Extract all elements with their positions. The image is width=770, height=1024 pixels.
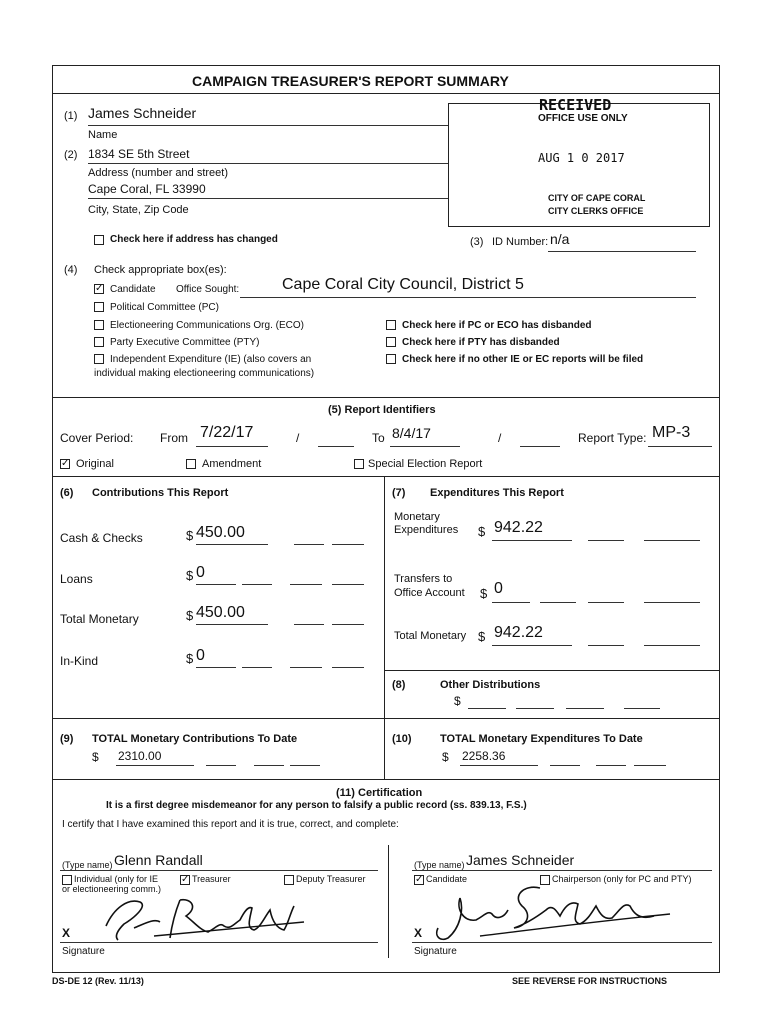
street-value: 1834 SE 5th Street	[88, 147, 190, 161]
special-election-checkbox[interactable]	[354, 459, 364, 469]
from-underline	[196, 446, 268, 447]
pc-checkbox[interactable]	[94, 302, 104, 312]
disbanded-pc-label: Check here if PC or ECO has disbanded	[402, 320, 592, 331]
transfers-underline-4	[644, 602, 700, 603]
signature-divider	[388, 845, 389, 958]
check-boxes-label: Check appropriate box(es):	[94, 264, 227, 276]
transfers-underline-1	[492, 602, 530, 603]
name-label: Name	[88, 129, 118, 141]
te-underline-4	[634, 765, 666, 766]
right-x-mark: X	[414, 926, 423, 940]
office-use-label: OFFICE USE ONLY	[538, 113, 628, 124]
cash-checks-dollar: $	[186, 528, 194, 543]
city-stamp-line2: CITY CLERKS OFFICE	[548, 206, 644, 216]
section6-num: (6)	[60, 487, 74, 499]
disbanded-pc-checkbox[interactable]	[386, 320, 396, 330]
disbanded-pty-checkbox[interactable]	[386, 337, 396, 347]
to-label: To	[372, 431, 385, 445]
treasurer-signature	[84, 888, 324, 948]
loans-underline-3	[290, 584, 322, 585]
pty-label: Party Executive Committee (PTY)	[110, 337, 260, 348]
special-election-label: Special Election Report	[368, 458, 483, 470]
tc-underline-3	[254, 765, 284, 766]
loans-underline-1	[196, 584, 236, 585]
report-type-value: MP-3	[652, 424, 691, 441]
total-exp-label: Total Monetary	[394, 630, 467, 642]
city-underline	[88, 198, 448, 199]
te-underline-3	[596, 765, 626, 766]
address-changed-checkbox[interactable]	[94, 235, 104, 245]
total-underline-1	[196, 624, 268, 625]
deputy-treasurer-checkbox[interactable]	[284, 875, 294, 885]
form-title: CAMPAIGN TREASURER'S REPORT SUMMARY	[192, 73, 509, 89]
office-sought-value: Cape Coral City Council, District 5	[282, 276, 524, 293]
address-changed-label: Check here if address has changed	[110, 234, 278, 245]
section1-num: (1)	[64, 110, 78, 122]
total-monetary-dollar: $	[186, 608, 194, 623]
city-stamp-line1: CITY OF CAPE CORAL	[548, 193, 646, 203]
section10-num: (10)	[392, 733, 412, 745]
treasurer-checkbox[interactable]: ✓	[181, 874, 190, 885]
no-other-ie-checkbox[interactable]	[386, 354, 396, 364]
left-signature-line[interactable]	[60, 942, 378, 943]
name-value: James Schneider	[88, 105, 197, 121]
total-exp-value: 942.22	[494, 624, 543, 641]
cash-underline-2	[294, 544, 324, 545]
te-underline-2	[550, 765, 580, 766]
see-reverse-note: SEE REVERSE FOR INSTRUCTIONS	[512, 976, 668, 986]
id-number-value: n/a	[550, 231, 570, 247]
total-expenditures-value: 2258.36	[462, 749, 506, 763]
candidate-signature	[420, 880, 700, 950]
received-stamp: RECEIVED	[539, 96, 612, 114]
right-signature-line[interactable]	[412, 942, 712, 943]
section6-divider	[52, 476, 720, 477]
section9-num: (9)	[60, 733, 74, 745]
name-underline	[88, 125, 448, 126]
left-name-underline	[60, 870, 378, 871]
total-contributions-value: 2310.00	[118, 749, 162, 763]
from-slash: /	[296, 431, 300, 445]
monetary-exp-value: 942.22	[494, 519, 543, 536]
pc-label: Political Committee (PC)	[110, 302, 219, 313]
left-x-mark: X	[62, 926, 71, 940]
from-label: From	[160, 431, 188, 445]
loans-underline-4	[332, 584, 364, 585]
loans-dollar: $	[186, 568, 194, 583]
tc-underline-4	[290, 765, 320, 766]
original-label: Original	[76, 458, 114, 470]
right-name-underline	[412, 870, 712, 871]
transfers-value: 0	[494, 580, 503, 597]
section2-num: (2)	[64, 149, 78, 161]
ie-label-line2: individual making electioneering communications)	[94, 368, 315, 379]
received-date: AUG 1 0 2017	[538, 151, 625, 165]
cover-period-label: Cover Period:	[60, 431, 134, 445]
other-distributions-header: Other Distributions	[440, 679, 541, 691]
report-type-label: Report Type:	[578, 431, 647, 445]
inkind-underline-3	[290, 667, 322, 668]
inkind-underline-2	[242, 667, 272, 668]
total-exp-dollar: $	[478, 629, 486, 644]
section7-num: (7)	[392, 487, 406, 499]
total-monetary-value: 450.00	[196, 604, 245, 621]
in-kind-label: In-Kind	[60, 654, 99, 668]
to-value: 8/4/17	[392, 425, 431, 441]
loans-value: 0	[196, 564, 205, 581]
section4-num: (4)	[64, 264, 78, 276]
section9-divider	[52, 718, 720, 719]
other-underline-3	[566, 708, 604, 709]
chairperson-label: Chairperson (only for PC and PTY)	[552, 874, 692, 884]
deputy-treasurer-label: Deputy Treasurer	[296, 874, 366, 884]
total-contributions-dollar: $	[92, 750, 99, 764]
in-kind-value: 0	[196, 647, 205, 664]
monetary-exp-label1: Monetary	[394, 511, 440, 523]
middle-divider-upper	[384, 476, 385, 718]
right-typed-name: James Schneider	[466, 852, 575, 868]
report-type-underline	[648, 446, 712, 447]
transfers-label1: Transfers to	[394, 573, 453, 585]
amendment-checkbox[interactable]	[186, 459, 196, 469]
total-exp-underline-3	[644, 645, 700, 646]
left-type-name-label: (Type name)	[62, 860, 113, 870]
from-value: 7/22/17	[200, 424, 254, 441]
total-exp-underline-1	[492, 645, 572, 646]
report-identifiers-header: (5) Report Identifiers	[328, 404, 436, 416]
left-signature-label: Signature	[62, 946, 105, 957]
certify-statement: I certify that I have examined this report and it is true, correct, and complete:	[62, 819, 399, 830]
pty-checkbox[interactable]	[94, 337, 104, 347]
section11-divider	[52, 779, 720, 780]
contributions-header: Contributions This Report	[92, 487, 229, 499]
total-contributions-header: TOTAL Monetary Contributions To Date	[92, 733, 298, 745]
candidate-checkbox[interactable]: ✓	[95, 283, 104, 294]
in-kind-dollar: $	[186, 651, 194, 666]
certification-warning: It is a first degree misdemeanor for any person to falsify a public record (ss. 839.13, F.S.)	[106, 800, 527, 811]
street-label: Address (number and street)	[88, 167, 229, 179]
cash-underline-1	[196, 544, 268, 545]
office-sought-label: Office Sought:	[176, 284, 240, 295]
loans-underline-2	[242, 584, 272, 585]
cash-underline-3	[332, 544, 364, 545]
total-monetary-label: Total Monetary	[60, 612, 139, 626]
treasurer-label: Treasurer	[192, 874, 231, 884]
cash-checks-value: 450.00	[196, 524, 245, 541]
inkind-underline-4	[332, 667, 364, 668]
other-distributions-dollar: $	[454, 694, 461, 708]
section8-divider	[384, 670, 720, 671]
total-underline-2	[294, 624, 324, 625]
eco-checkbox[interactable]	[94, 320, 104, 330]
right-type-name-label: (Type name)	[414, 860, 465, 870]
city-value: Cape Coral, FL 33990	[88, 182, 206, 196]
other-underline-2	[516, 708, 554, 709]
individual-label2: or electioneering comm.)	[62, 884, 162, 894]
other-underline-4	[624, 708, 660, 709]
right-signature-label: Signature	[414, 946, 457, 957]
original-checkbox[interactable]: ✓	[61, 458, 70, 469]
candidate-cert-label: Candidate	[426, 874, 468, 884]
loans-label: Loans	[60, 572, 93, 586]
monetary-underline-1	[492, 540, 572, 541]
no-other-ie-label: Check here if no other IE or EC reports will be filed	[402, 354, 644, 365]
candidate-label: Candidate	[110, 284, 156, 295]
section3-num: (3)	[470, 236, 484, 248]
city-label: City, State, Zip Code	[88, 204, 189, 216]
total-underline-3	[332, 624, 364, 625]
id-number-underline	[548, 251, 696, 252]
monetary-underline-3	[644, 540, 700, 541]
total-exp-underline-2	[588, 645, 624, 646]
middle-divider-lower	[384, 718, 385, 779]
to-underline	[390, 446, 460, 447]
individual-label: Individual (only for IE	[74, 874, 159, 884]
inkind-underline-1	[196, 667, 236, 668]
transfers-underline-2	[540, 602, 576, 603]
tc-underline-2	[206, 765, 236, 766]
cash-checks-label: Cash & Checks	[60, 531, 143, 545]
transfers-dollar: $	[480, 586, 488, 601]
amendment-label: Amendment	[202, 458, 262, 470]
form-id: DS-DE 12 (Rev. 11/13)	[52, 976, 144, 986]
ie-label-line1: Independent Expenditure (IE) (also covers an	[110, 354, 312, 365]
monetary-exp-dollar: $	[478, 524, 486, 539]
other-underline-1	[468, 708, 506, 709]
tc-underline-1	[116, 765, 194, 766]
office-sought-underline	[240, 297, 696, 298]
section5-divider	[52, 397, 720, 398]
monetary-exp-label2: Expenditures	[394, 524, 459, 536]
certification-header: (11) Certification	[336, 787, 423, 799]
street-underline	[88, 163, 448, 164]
total-expenditures-header: TOTAL Monetary Expenditures To Date	[440, 733, 643, 745]
from-year-underline	[318, 446, 354, 447]
to-year-underline	[520, 446, 560, 447]
transfers-underline-3	[588, 602, 624, 603]
ie-checkbox[interactable]	[94, 354, 104, 364]
expenditures-header: Expenditures This Report	[430, 487, 564, 499]
disbanded-pty-label: Check here if PTY has disbanded	[402, 337, 560, 348]
section8-num: (8)	[392, 679, 406, 691]
eco-label: Electioneering Communications Org. (ECO)	[110, 320, 304, 331]
id-number-label: ID Number:	[492, 236, 549, 248]
to-slash: /	[498, 431, 502, 445]
monetary-underline-2	[588, 540, 624, 541]
te-underline-1	[460, 765, 538, 766]
candidate-cert-checkbox[interactable]: ✓	[415, 874, 424, 885]
total-expenditures-dollar: $	[442, 750, 449, 764]
transfers-label2: Office Account	[394, 587, 465, 599]
left-typed-name: Glenn Randall	[114, 852, 203, 868]
title-divider	[52, 93, 720, 94]
